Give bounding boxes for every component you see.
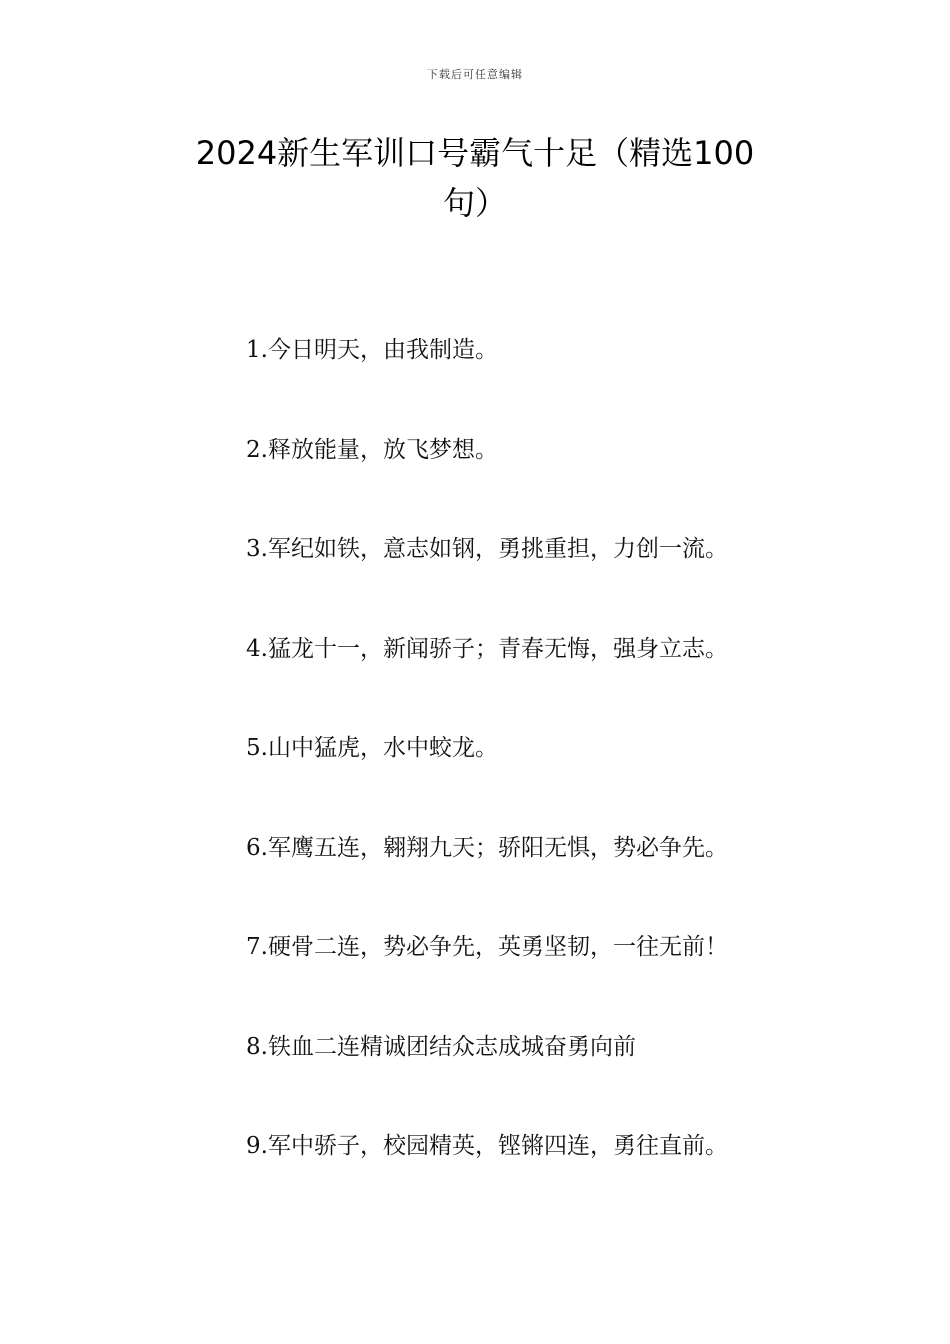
list-item: 4.猛龙十一，新闻骄子；青春无悔，强身立志。 (246, 635, 728, 662)
list-item: 5.山中猛虎，水中蛟龙。 (246, 735, 498, 761)
list-item: 8.铁血二连精诚团结众志成城奋勇向前 (246, 1033, 636, 1060)
list-item: 7.硬骨二连，势必争先，英勇坚韧，一往无前！ (246, 934, 728, 960)
list-item: 6.军鹰五连，翱翔九天；骄阳无惧，势必争先。 (246, 834, 728, 861)
title-line-2: 句） (442, 184, 507, 222)
list-item: 3.军纪如铁，意志如钢，勇挑重担，力创一流。 (246, 536, 728, 562)
list-item: 1.今日明天，由我制造。 (246, 337, 498, 363)
slogan-list (246, 326, 866, 1222)
list-item: 2.释放能量，放飞梦想。 (246, 436, 498, 463)
header-note: 下载后可任意编辑 (427, 68, 523, 81)
title-line-1: 2024新生军训口号霸气十足（精选100 (195, 134, 755, 172)
list-item: 9.军中骄子，校园精英，铿锵四连，勇往直前。 (246, 1133, 728, 1159)
page-title (160, 128, 790, 228)
